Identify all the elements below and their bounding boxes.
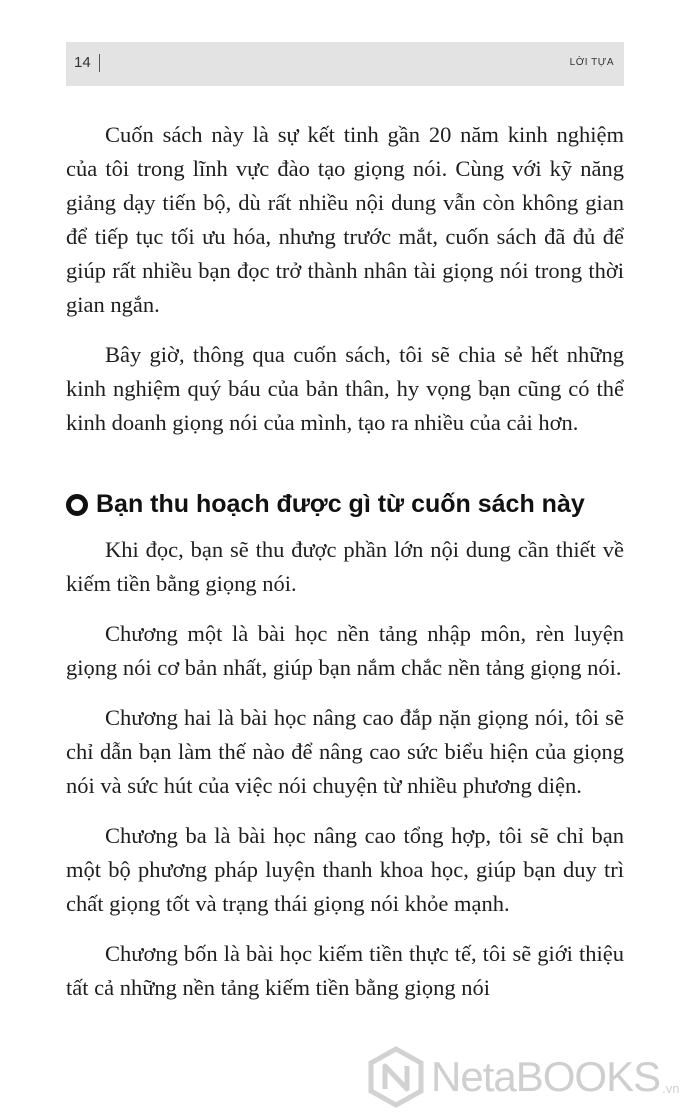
paragraph-section-4: Chương ba là bài học nâng cao tổng hợp, tôi sẽ chỉ bạn một bộ phương pháp luyện thanh khoa học, giúp bạn duy trì chất giọng tốt và trạng thái giọng nói khỏe mạnh. bbox=[66, 823, 624, 916]
paragraph-section-3: Chương hai là bài học nâng cao đắp nặn giọng nói, tôi sẽ chỉ dẫn bạn làm thế nào để nâng cao sức biểu hiện của giọng nói và sức hút của việc nói chuyện từ nhiều phương diện. bbox=[66, 705, 624, 798]
watermark-brand: NetaBOOKS bbox=[431, 1053, 661, 1100]
paragraph-intro-1: Cuốn sách này là sự kết tinh gần 20 năm kinh nghiệm của tôi trong lĩnh vực đào tạo giọng nói. Cùng với kỹ năng giảng dạy tiến bộ, dù rất nhiều nội dung vẫn còn không gian để tiếp tục tối ưu hóa, nhưng trước mắt, cuốn sách đã đủ để giúp rất nhiều bạn đọc trở thành nhân tài giọng nói trong thời gian ngắn. bbox=[66, 122, 624, 317]
paragraph-section-1: Khi đọc, bạn sẽ thu được phần lớn nội dung cần thiết về kiếm tiền bằng giọng nói. bbox=[66, 537, 624, 596]
paragraph-section-5: Chương bốn là bài học kiếm tiền thực tế, tôi sẽ giới thiệu tất cả những nền tảng kiếm tiền bằng giọng nói bbox=[66, 941, 624, 1000]
paragraph-section-2: Chương một là bài học nền tảng nhập môn, rèn luyện giọng nói cơ bản nhất, giúp bạn nắm chắc nền tảng giọng nói. bbox=[66, 621, 624, 680]
header-divider bbox=[99, 54, 100, 72]
section-heading bbox=[66, 490, 624, 519]
page-number: 14 bbox=[74, 54, 91, 71]
section-heading-text: Bạn thu hoạch được gì từ cuốn sách này bbox=[96, 490, 585, 518]
circle-bullet-icon bbox=[66, 494, 88, 516]
netabooks-logo-icon bbox=[365, 1046, 427, 1108]
running-header bbox=[66, 42, 624, 86]
section-title: LỜI TỰA bbox=[569, 57, 614, 68]
page-body bbox=[66, 118, 624, 1021]
watermark-suffix: .vn bbox=[662, 1081, 680, 1096]
watermark bbox=[365, 1042, 685, 1112]
paragraph-intro-2: Bây giờ, thông qua cuốn sách, tôi sẽ chia sẻ hết những kinh nghiệm quý báu của bản thân, hy vọng bạn cũng có thể kinh doanh giọng nói của mình, tạo ra nhiều của cải hơn. bbox=[66, 342, 624, 435]
